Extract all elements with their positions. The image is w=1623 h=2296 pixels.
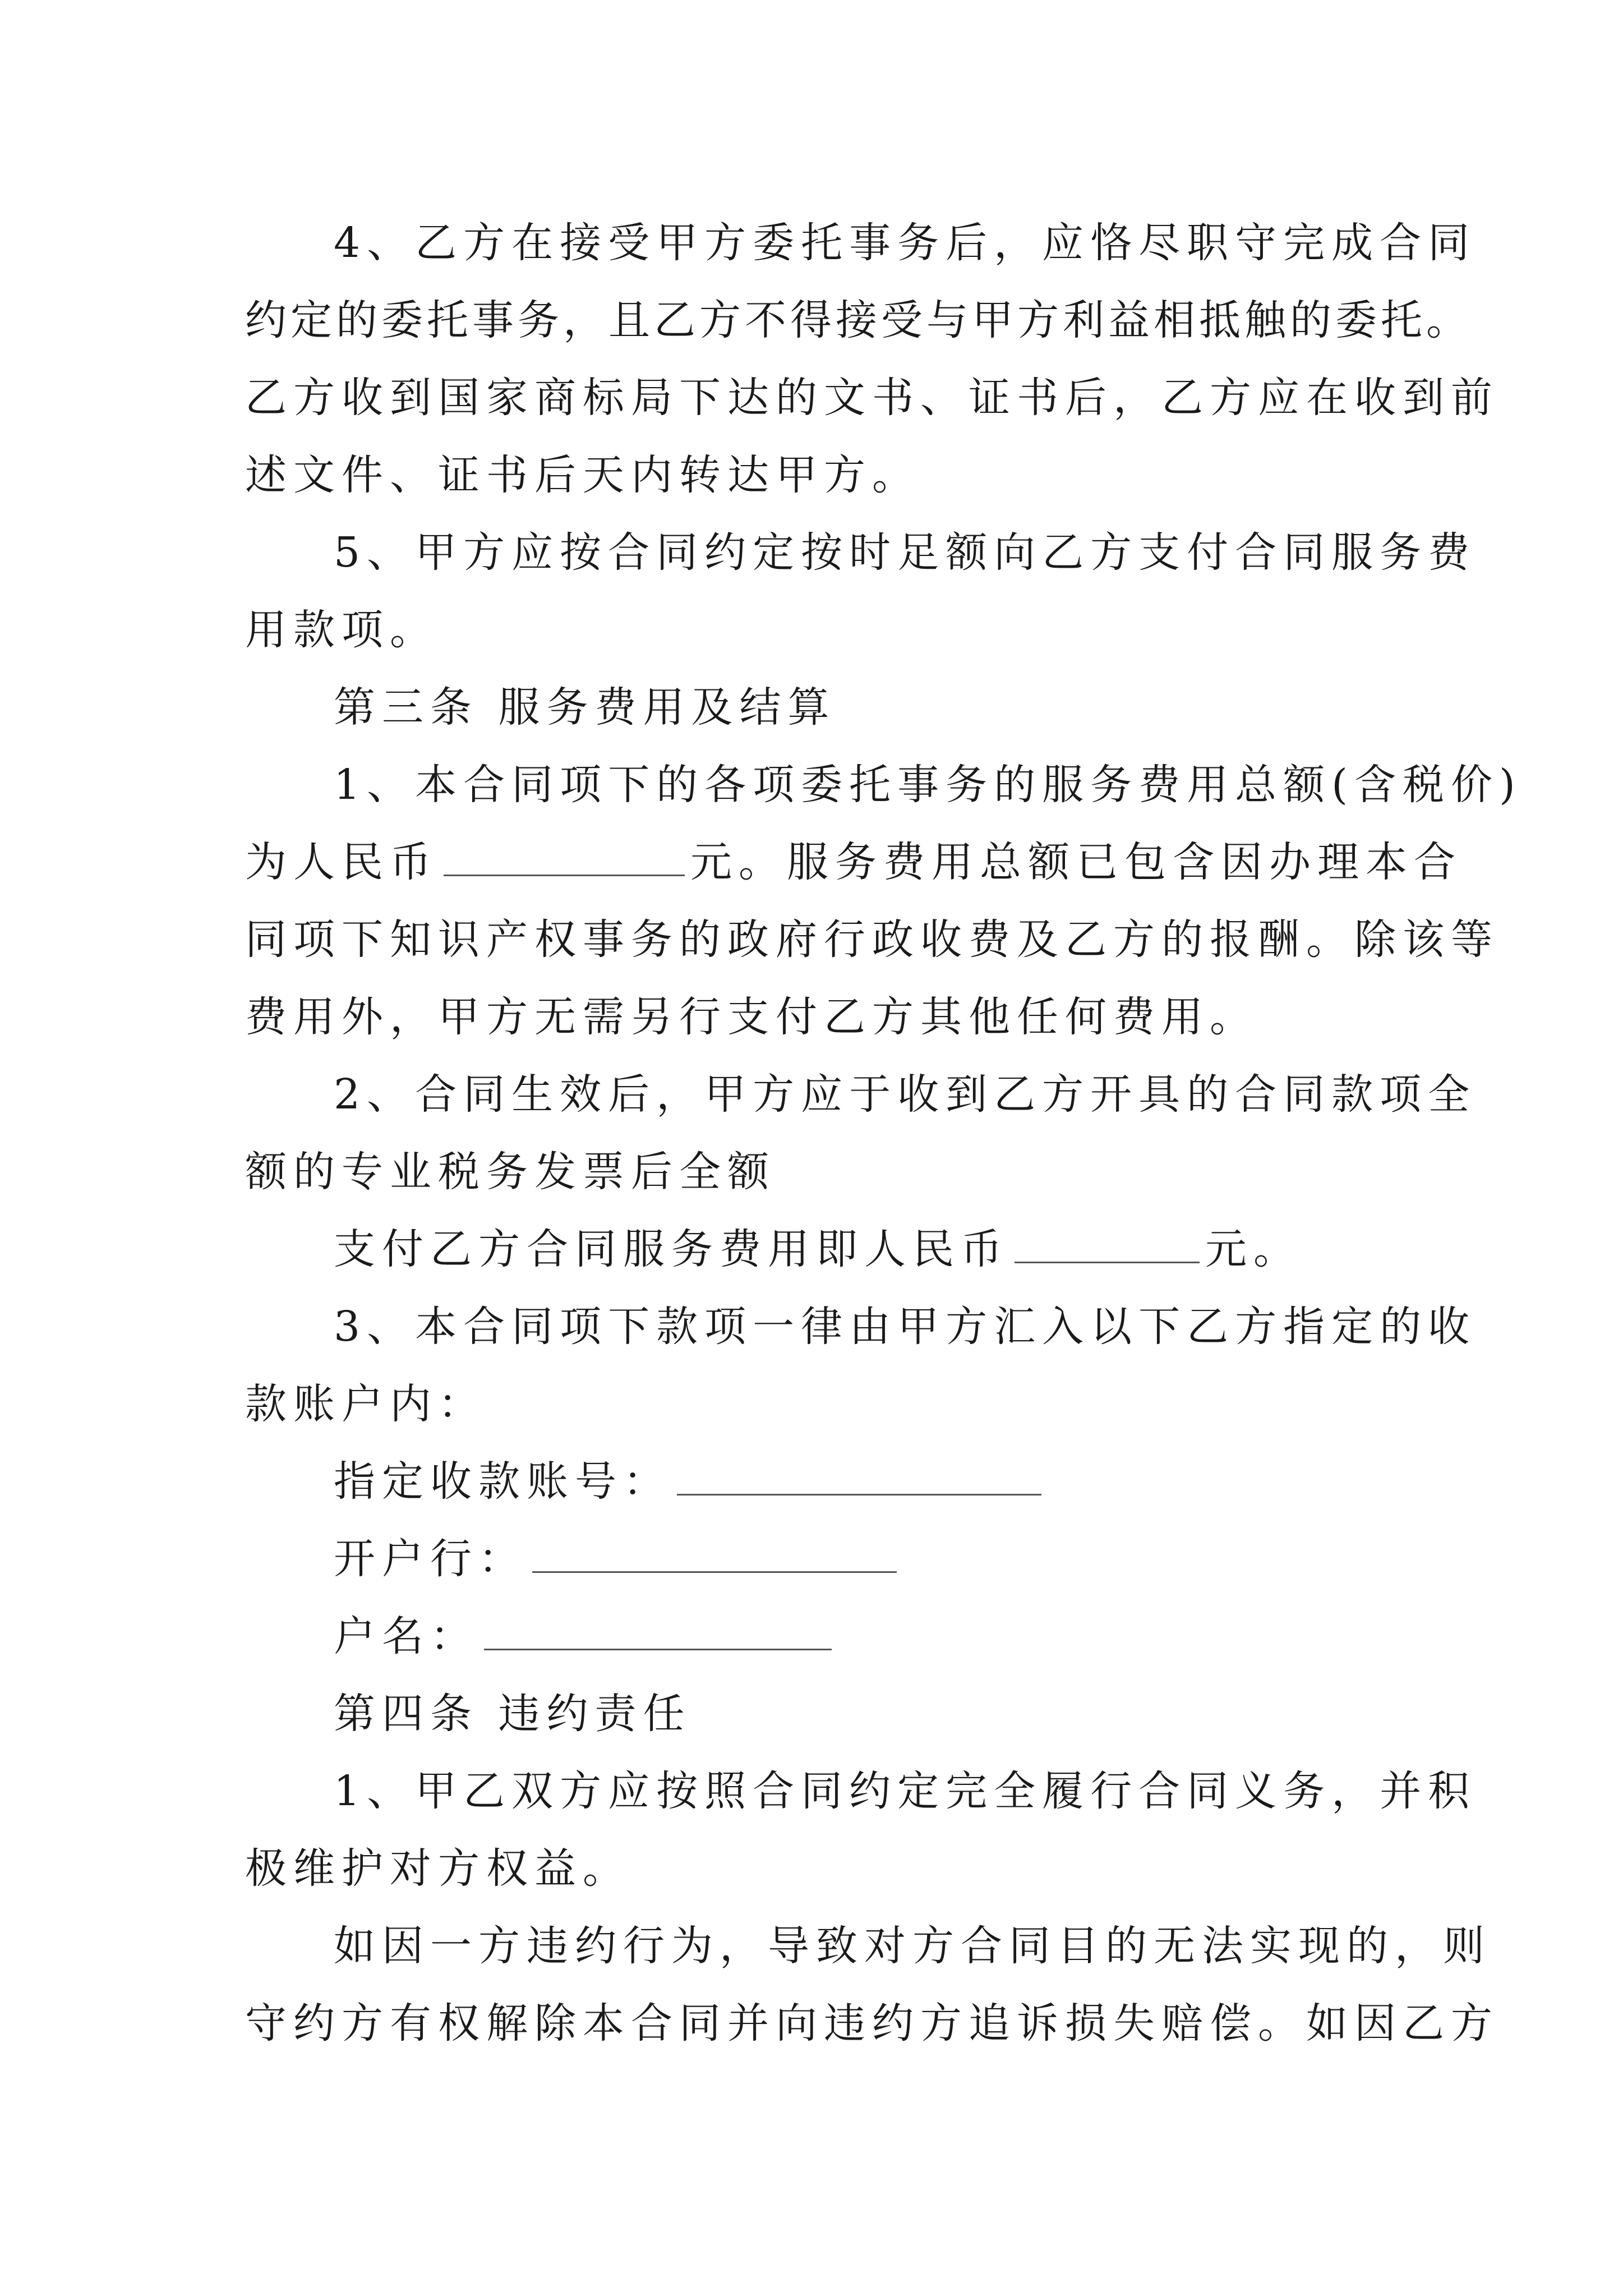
paragraph-line: 1、本合同项下的各项委托事务的服务费用总额(含税价) <box>334 761 1522 809</box>
paragraph-line: 同项下知识产权事务的政府行政收费及乙方的报酬。除该等 <box>245 915 1499 964</box>
paragraph-line-with-blank <box>245 834 1462 890</box>
paragraph-line: 述文件、证书后天内转达甲方。 <box>245 451 920 499</box>
paragraph-line: 乙方收到国家商标局下达的文书、证书后，乙方应在收到前 <box>245 374 1499 422</box>
field-label: 户名： <box>334 1612 478 1660</box>
paragraph-line: 额的专业税务发票后全额 <box>245 1148 776 1196</box>
paragraph-line: 费用外，甲方无需另行支付乙方其他任何费用。 <box>245 993 1258 1041</box>
line-text: 元。服务费用总额已包含因办理本合 <box>690 838 1462 886</box>
bank-blank[interactable] <box>532 1536 897 1573</box>
bank-field <box>334 1531 902 1587</box>
paragraph-line: 约定的委托事务，且乙方不得接受与甲方利益相抵触的委托。 <box>245 296 1472 344</box>
section-heading: 第四条 违约责任 <box>334 1690 691 1738</box>
paragraph-line: 极维护对方权益。 <box>245 1844 631 1893</box>
paragraph-line: 守约方有权解除本合同并向违约方追诉损失赔偿。如因乙方 <box>245 1999 1499 2047</box>
account-name-field <box>334 1608 837 1664</box>
paragraph-line-with-blank <box>334 1221 1302 1277</box>
account-number-blank[interactable] <box>677 1459 1041 1496</box>
line-text: 元。 <box>1205 1225 1302 1273</box>
paragraph-line: 1、甲乙双方应按照合同约定完全履行合同义务，并积 <box>334 1767 1477 1815</box>
account-name-blank[interactable] <box>484 1614 832 1650</box>
line-text: 支付乙方合同服务费用即人民币 <box>334 1225 1009 1273</box>
paragraph-line: 2、合同生效后，甲方应于收到乙方开具的合同款项全 <box>334 1070 1477 1119</box>
paragraph-line: 3、本合同项下款项一律由甲方汇入以下乙方指定的收 <box>334 1303 1477 1351</box>
section-heading: 第三条 服务费用及结算 <box>334 683 836 731</box>
account-number-field <box>334 1453 1047 1510</box>
amount-blank[interactable] <box>1015 1227 1200 1263</box>
paragraph-line: 5、甲方应按合同约定按时足额向乙方支付合同服务费 <box>334 528 1477 577</box>
line-text: 为人民币 <box>245 838 438 886</box>
field-label: 指定收款账号： <box>334 1457 671 1506</box>
paragraph-line: 如因一方违约行为，导致对方合同目的无法实现的，则 <box>334 1922 1491 1970</box>
amount-blank[interactable] <box>444 840 685 876</box>
paragraph-line: 4、乙方在接受甲方委托事务后，应恪尽职守完成合同 <box>334 219 1477 267</box>
field-label: 开户行： <box>334 1535 527 1583</box>
paragraph-line: 款账户内： <box>245 1380 486 1428</box>
paragraph-line: 用款项。 <box>245 606 438 654</box>
